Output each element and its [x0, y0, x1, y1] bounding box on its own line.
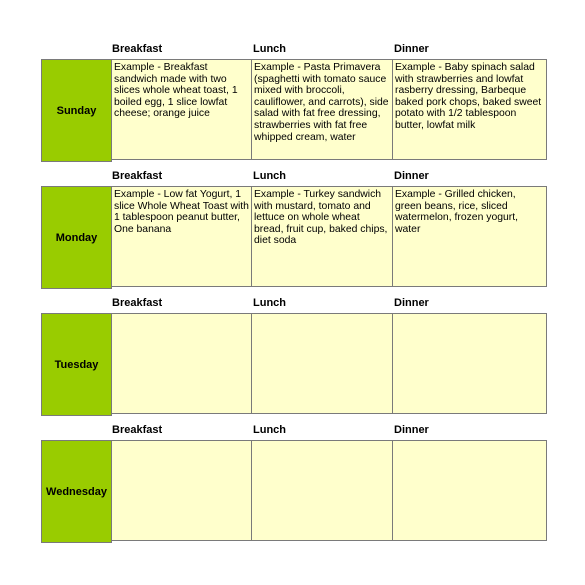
column-headers: [41, 169, 547, 185]
meal-row: [41, 59, 547, 162]
header-lunch: Lunch: [253, 43, 286, 55]
lunch-cell[interactable]: Example - Turkey sandwich with mustard, tomato and lettuce on whole wheat bread, fruit cup, baked chips, diet soda: [251, 186, 393, 287]
header-breakfast: Breakfast: [112, 170, 163, 182]
day-label-cell: Wednesday: [41, 440, 112, 543]
header-lunch: Lunch: [253, 297, 286, 309]
breakfast-cell[interactable]: [111, 313, 252, 414]
header-dinner: Dinner: [394, 297, 429, 309]
dinner-cell[interactable]: [392, 313, 547, 414]
dinner-cell[interactable]: Example - Baby spinach salad with strawberries and lowfat rasberry dressing, Barbeque baked pork chops, baked sweet potato with 1/2 tablespoon butter, lowfat milk: [392, 59, 547, 160]
meal-row: [41, 186, 547, 289]
header-breakfast: Breakfast: [112, 297, 163, 309]
header-breakfast: Breakfast: [112, 424, 163, 436]
lunch-cell[interactable]: [251, 313, 393, 414]
header-breakfast: Breakfast: [112, 43, 163, 55]
header-dinner: Dinner: [394, 424, 429, 436]
meal-row: [41, 313, 547, 416]
lunch-cell[interactable]: Example - Pasta Primavera (spaghetti with tomato sauce mixed with broccoli, cauliflower, and carrots), side salad with fat free dressing, strawberries with fat free whipped cream, water: [251, 59, 393, 160]
breakfast-cell[interactable]: Example - Low fat Yogurt, 1 slice Whole Wheat Toast with 1 tablespoon peanut butter, One banana: [111, 186, 252, 287]
header-lunch: Lunch: [253, 170, 286, 182]
column-headers: [41, 296, 547, 312]
day-label-cell: Monday: [41, 186, 112, 289]
column-headers: [41, 423, 547, 439]
header-lunch: Lunch: [253, 424, 286, 436]
dinner-cell[interactable]: Example - Grilled chicken, green beans, rice, sliced watermelon, frozen yogurt, water: [392, 186, 547, 287]
header-dinner: Dinner: [394, 170, 429, 182]
dinner-cell[interactable]: [392, 440, 547, 541]
breakfast-cell[interactable]: [111, 440, 252, 541]
day-label-cell: Sunday: [41, 59, 112, 162]
header-dinner: Dinner: [394, 43, 429, 55]
column-headers: [41, 42, 547, 58]
meal-row: [41, 440, 547, 543]
lunch-cell[interactable]: [251, 440, 393, 541]
day-label-cell: Tuesday: [41, 313, 112, 416]
breakfast-cell[interactable]: Example - Breakfast sandwich made with two slices whole wheat toast, 1 boiled egg, 1 slice lowfat cheese; orange juice: [111, 59, 252, 160]
